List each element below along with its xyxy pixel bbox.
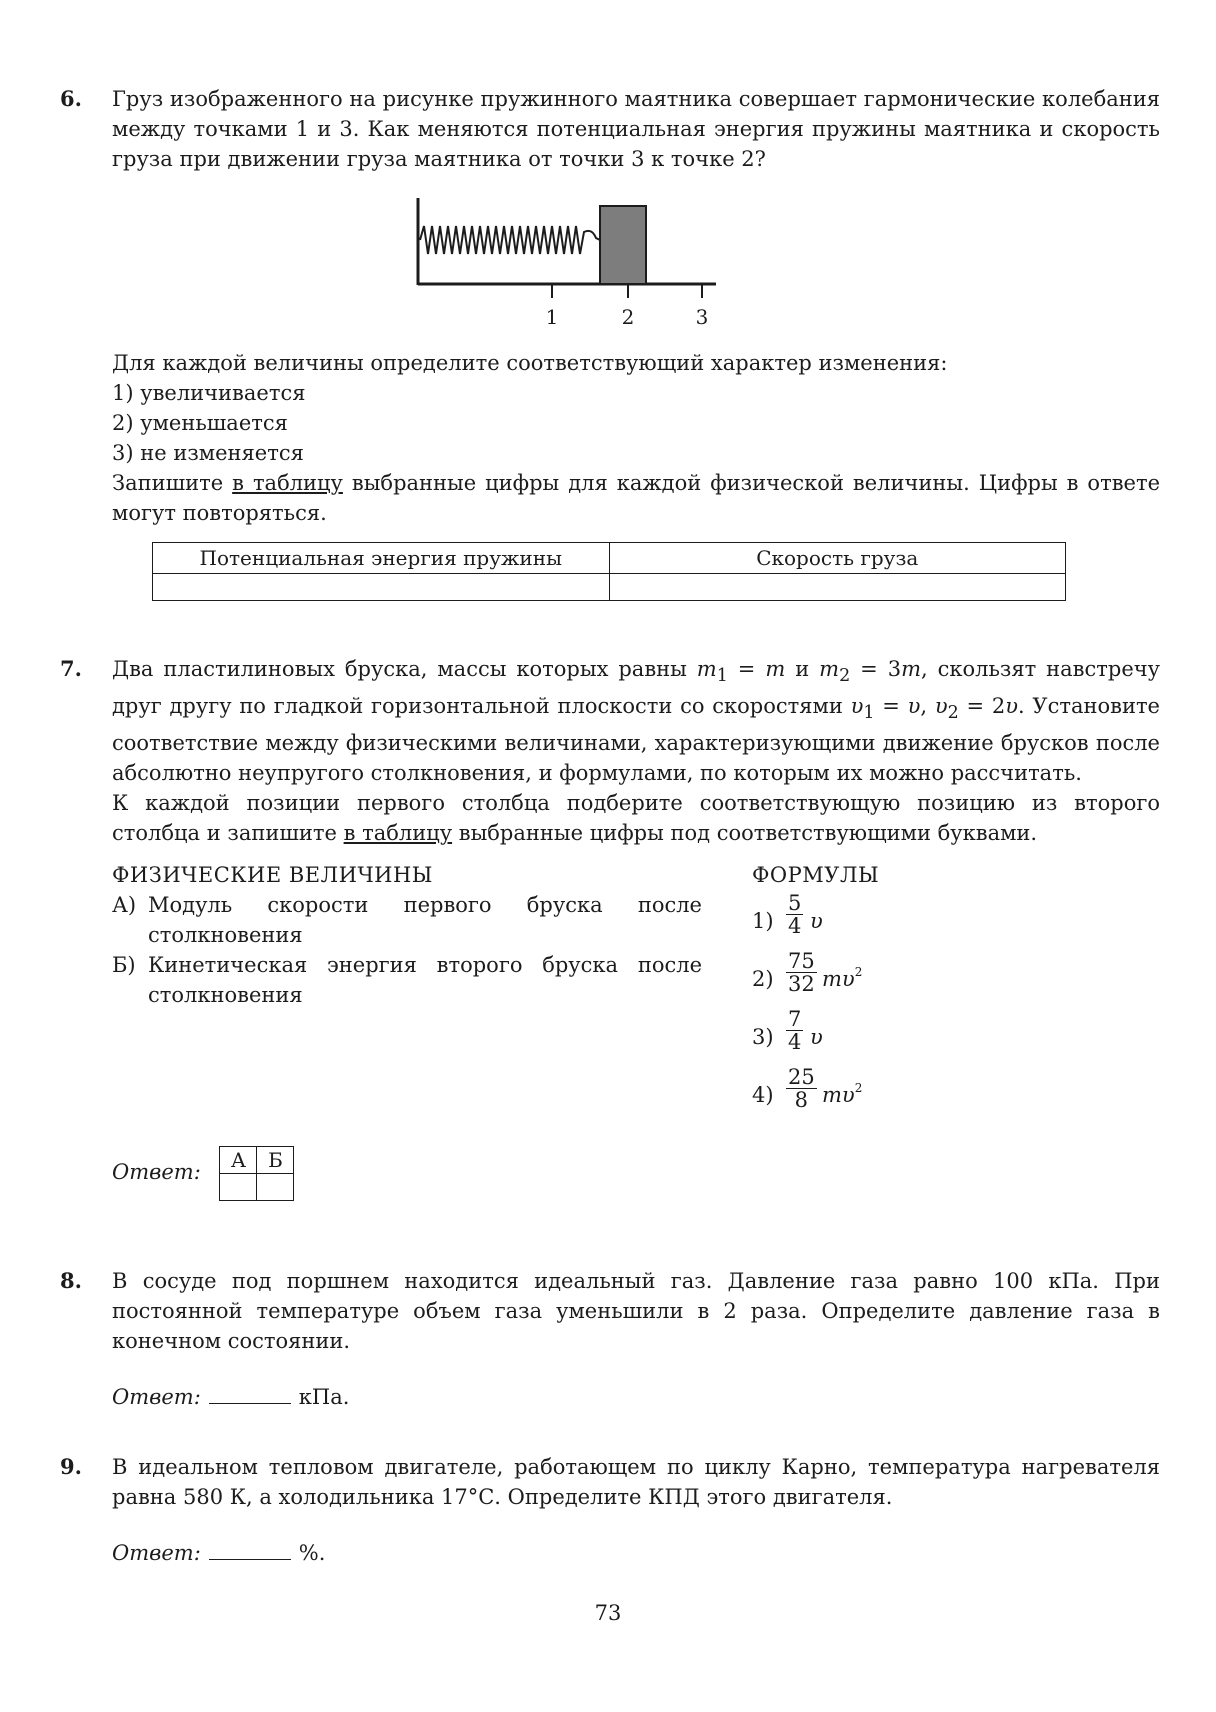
answer-blank[interactable] xyxy=(209,1383,291,1404)
load-block xyxy=(600,206,646,284)
spring-pendulum-figure xyxy=(406,188,726,338)
task-text: Два пластилиновых бруска, массы которых равны $m_1 = m$ и $m_2 = 3m$, скользят навстречу друг другу по гладкой горизонтальной плоскости со скоростями $\upsilon_1 = \upsilon$, $\upsilon_2 = 2\upsilon$. Установите соответствие между физическими величинами, характеризующими движение брусков после абсолютно неупругого столкновения, и формулами, по которым их можно рассчитать. xyxy=(112,657,1160,786)
answer-label: Ответ: xyxy=(112,1541,201,1565)
task-6 xyxy=(60,84,1160,601)
quantity-item: Б) Кинетическая энергия второго бруска после столкновения xyxy=(112,953,702,1008)
answer-cell-load-speed[interactable] xyxy=(609,574,1066,601)
answer-cell-potential-energy[interactable] xyxy=(153,574,610,601)
answer-cell-a[interactable] xyxy=(220,1174,257,1201)
formulas-header: ФОРМУЛЫ xyxy=(752,863,880,888)
task-7 xyxy=(60,654,1160,1201)
formula-item: 1) $\frac{5}{4}$ υ xyxy=(752,891,823,939)
answer-unit: %. xyxy=(298,1541,326,1565)
task-number: 8. xyxy=(60,1268,82,1293)
answer-unit: кПа. xyxy=(298,1385,350,1409)
task-number: 9. xyxy=(60,1454,82,1479)
formula-item: 3) $\frac{7}{4}$ υ xyxy=(752,1007,823,1055)
answer-label: Ответ: xyxy=(112,1160,201,1185)
task-text: В сосуде под поршнем находится идеальный газ. Давление газа равно 100 кПа. При постоянной температуре объем газа уменьшили в 2 раза. Определите давление газа в конечном состоянии. xyxy=(112,1269,1160,1353)
header-potential-energy: Потенциальная энергия пружины xyxy=(153,543,610,574)
formula-item: 4) $\frac{25}{8}$ $m\upsilon^2$ xyxy=(752,1065,863,1113)
instruction: Для каждой величины определите соответствующий характер изменения: xyxy=(112,351,948,375)
task-number: 6. xyxy=(60,86,82,111)
write-instruction: Запишите в таблицу выбранные цифры для каждой физической величины. Цифры в ответе могут повторяться. xyxy=(112,471,1160,525)
spring xyxy=(420,226,600,254)
task-number: 7. xyxy=(60,656,82,681)
option-1: 1) увеличивается xyxy=(112,381,306,405)
answer-grid xyxy=(219,1146,294,1201)
task-9 xyxy=(60,1452,1160,1568)
quantities-column xyxy=(112,860,702,1010)
answer-row xyxy=(112,1382,1160,1412)
header-load-speed: Скорость груза xyxy=(609,543,1066,574)
formulas-column xyxy=(752,860,1012,1124)
answer-blank[interactable] xyxy=(209,1539,291,1560)
answer-label: Ответ: xyxy=(112,1385,201,1409)
answer-row xyxy=(112,1146,1160,1201)
quantities-header: ФИЗИЧЕСКИЕ ВЕЛИЧИНЫ xyxy=(112,863,433,888)
answer-header-b: Б xyxy=(257,1147,294,1174)
option-2: 2) уменьшается xyxy=(112,411,288,435)
answer-table xyxy=(152,542,1066,601)
matching-columns xyxy=(112,860,1160,1140)
answer-header-a: А xyxy=(220,1147,257,1174)
quantity-item: А) Модуль скорости первого бруска после столкновения xyxy=(112,893,702,948)
answer-cell-b[interactable] xyxy=(257,1174,294,1201)
tick-label-3: 3 xyxy=(695,305,709,329)
formula-item: 2) $\frac{75}{32}$ $m\upsilon^2$ xyxy=(752,949,863,997)
page-number: 73 xyxy=(594,1601,622,1625)
answer-row xyxy=(112,1538,1160,1568)
task-8 xyxy=(60,1266,1160,1412)
task-text: В идеальном тепловом двигателе, работающем по циклу Карно, температура нагревателя равна 580 К, а холодильника 17°С. Определите КПД этого двигателя. xyxy=(112,1455,1160,1509)
task-text: Груз изображенного на рисунке пружинного маятника совершает гармонические колебания между точками 1 и 3. Как меняются потенциальная энергия пружины маятника и скорость груза при движении груза маятника от точки 3 к точке 2? xyxy=(112,87,1160,171)
matching-instruction: К каждой позиции первого столбца подберите соответствующую позицию из второго столбца и запишите в таблицу выбранные цифры под соответствующими буквами. xyxy=(112,791,1160,846)
tick-label-1: 1 xyxy=(545,305,559,329)
tick-label-2: 2 xyxy=(621,305,635,329)
option-3: 3) не изменяется xyxy=(112,441,304,465)
